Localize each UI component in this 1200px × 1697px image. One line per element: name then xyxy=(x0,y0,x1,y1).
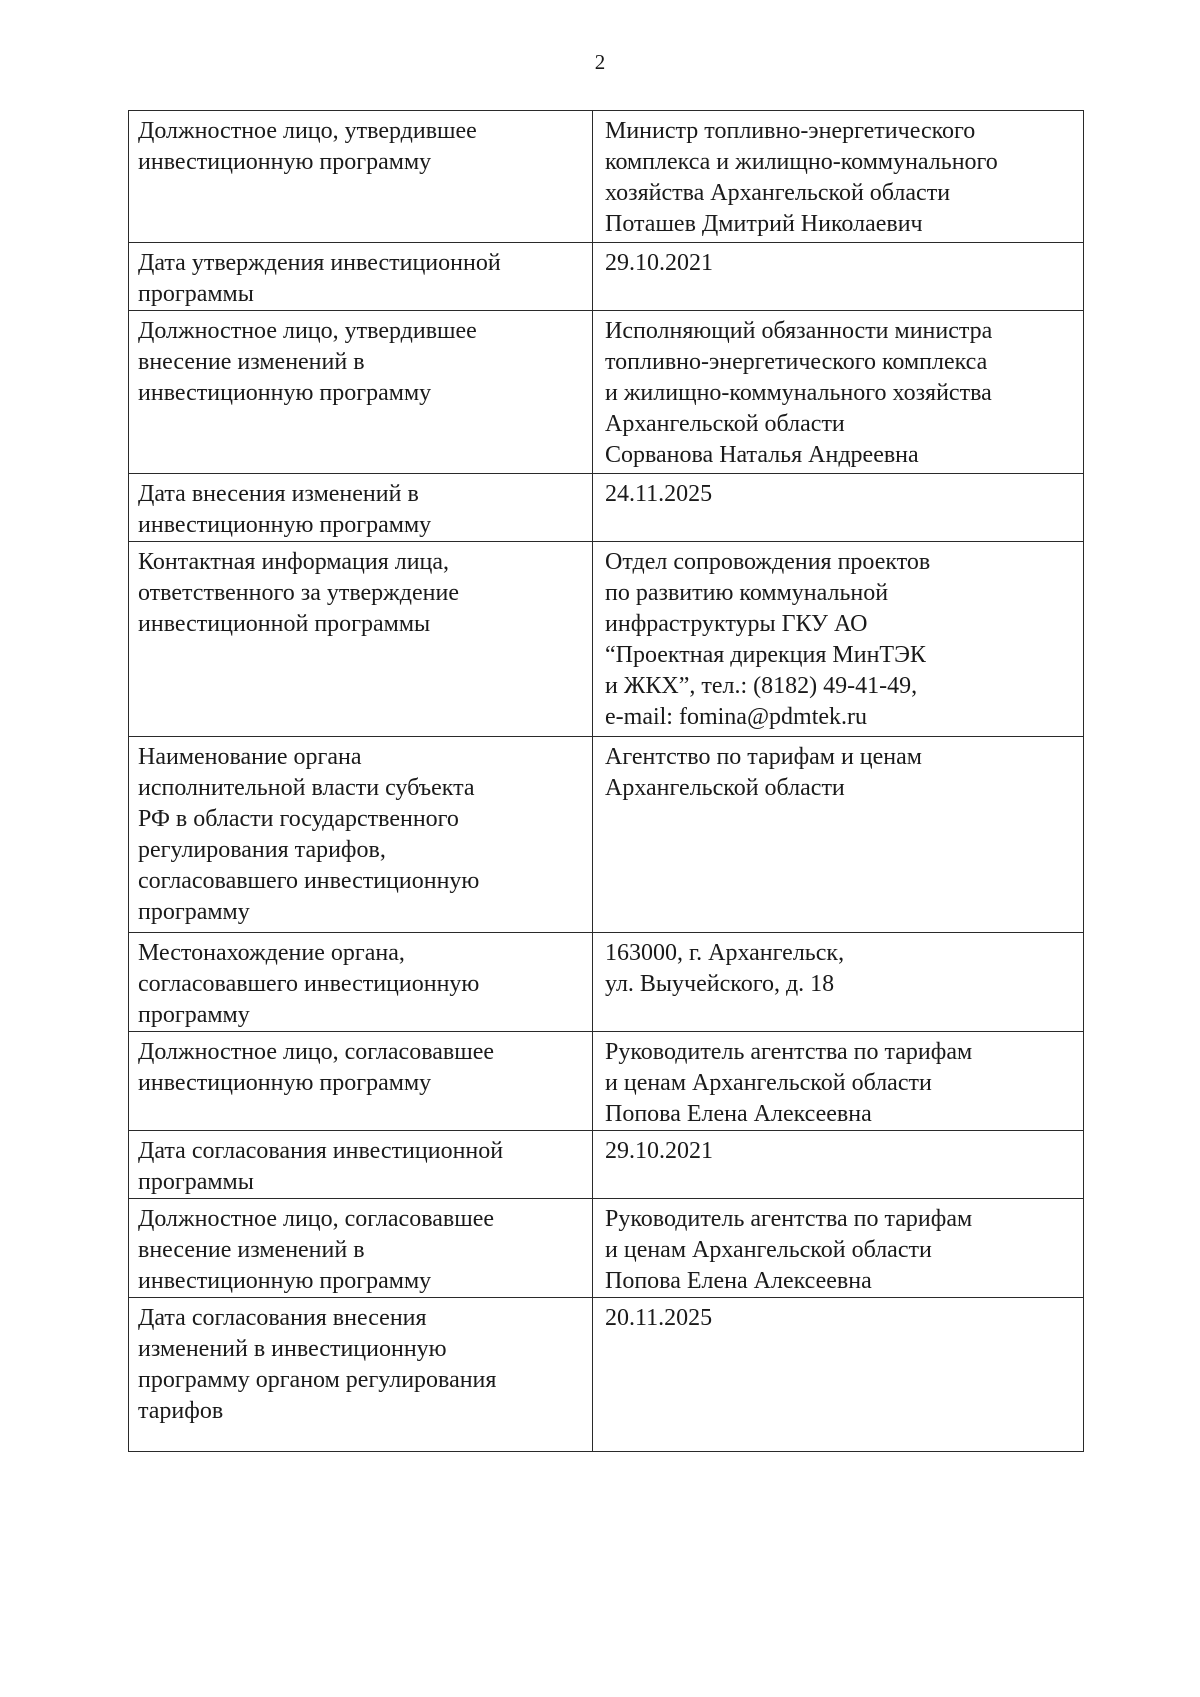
row-label: Должностное лицо, утвердившее инвестиционную программу xyxy=(129,111,593,243)
table-row xyxy=(129,243,1084,311)
row-label: Должностное лицо, согласовавшее внесение изменений в инвестиционную программу xyxy=(129,1199,593,1298)
row-label: Наименование органа исполнительной власти субъекта РФ в области государственного регулирования тарифов, согласовавшего инвестиционную программу xyxy=(129,737,593,933)
row-value: 29.10.2021 xyxy=(593,243,1084,311)
row-value: Исполняющий обязанности министра топливно-энергетического комплекса и жилищно-коммунального хозяйства Архангельской области Сорванова Наталья Андреевна xyxy=(593,311,1084,474)
table-row xyxy=(129,542,1084,737)
row-label: Должностное лицо, согласовавшее инвестиционную программу xyxy=(129,1032,593,1131)
page-number: 2 xyxy=(594,50,606,74)
row-value: 163000, г. Архангельск, ул. Выучейского, д. 18 xyxy=(593,933,1084,1032)
table-row xyxy=(129,474,1084,542)
table-row xyxy=(129,1032,1084,1131)
row-label: Местонахождение органа, согласовавшего инвестиционную программу xyxy=(129,933,593,1032)
row-value: Руководитель агентства по тарифам и ценам Архангельской области Попова Елена Алексеевна xyxy=(593,1032,1084,1131)
row-value: 20.11.2025 xyxy=(593,1298,1084,1452)
investment-program-info-table xyxy=(128,110,1084,1452)
row-label: Дата согласования инвестиционной программы xyxy=(129,1131,593,1199)
row-value: Руководитель агентства по тарифам и ценам Архангельской области Попова Елена Алексеевна xyxy=(593,1199,1084,1298)
table-row xyxy=(129,1131,1084,1199)
table-row xyxy=(129,1199,1084,1298)
table-row xyxy=(129,311,1084,474)
row-value: Отдел сопровождения проектов по развитию коммунальной инфраструктуры ГКУ АО “Проектная дирекция МинТЭК и ЖКХ”, тел.: (8182) 49-41-49, e-mail: fomina@pdmtek.ru xyxy=(593,542,1084,737)
row-value: 29.10.2021 xyxy=(593,1131,1084,1199)
table-row xyxy=(129,1298,1084,1452)
row-value: Министр топливно-энергетического комплекса и жилищно-коммунального хозяйства Архангельской области Поташев Дмитрий Николаевич xyxy=(593,111,1084,243)
row-label: Контактная информация лица, ответственного за утверждение инвестиционной программы xyxy=(129,542,593,737)
table-row xyxy=(129,737,1084,933)
table-row xyxy=(129,111,1084,243)
row-label: Дата утверждения инвестиционной программы xyxy=(129,243,593,311)
row-label: Должностное лицо, утвердившее внесение изменений в инвестиционную программу xyxy=(129,311,593,474)
row-label: Дата внесения изменений в инвестиционную программу xyxy=(129,474,593,542)
row-value: 24.11.2025 xyxy=(593,474,1084,542)
table-row xyxy=(129,933,1084,1032)
row-label: Дата согласования внесения изменений в инвестиционную программу органом регулирования тарифов xyxy=(129,1298,593,1452)
row-value: Агентство по тарифам и ценам Архангельской области xyxy=(593,737,1084,933)
